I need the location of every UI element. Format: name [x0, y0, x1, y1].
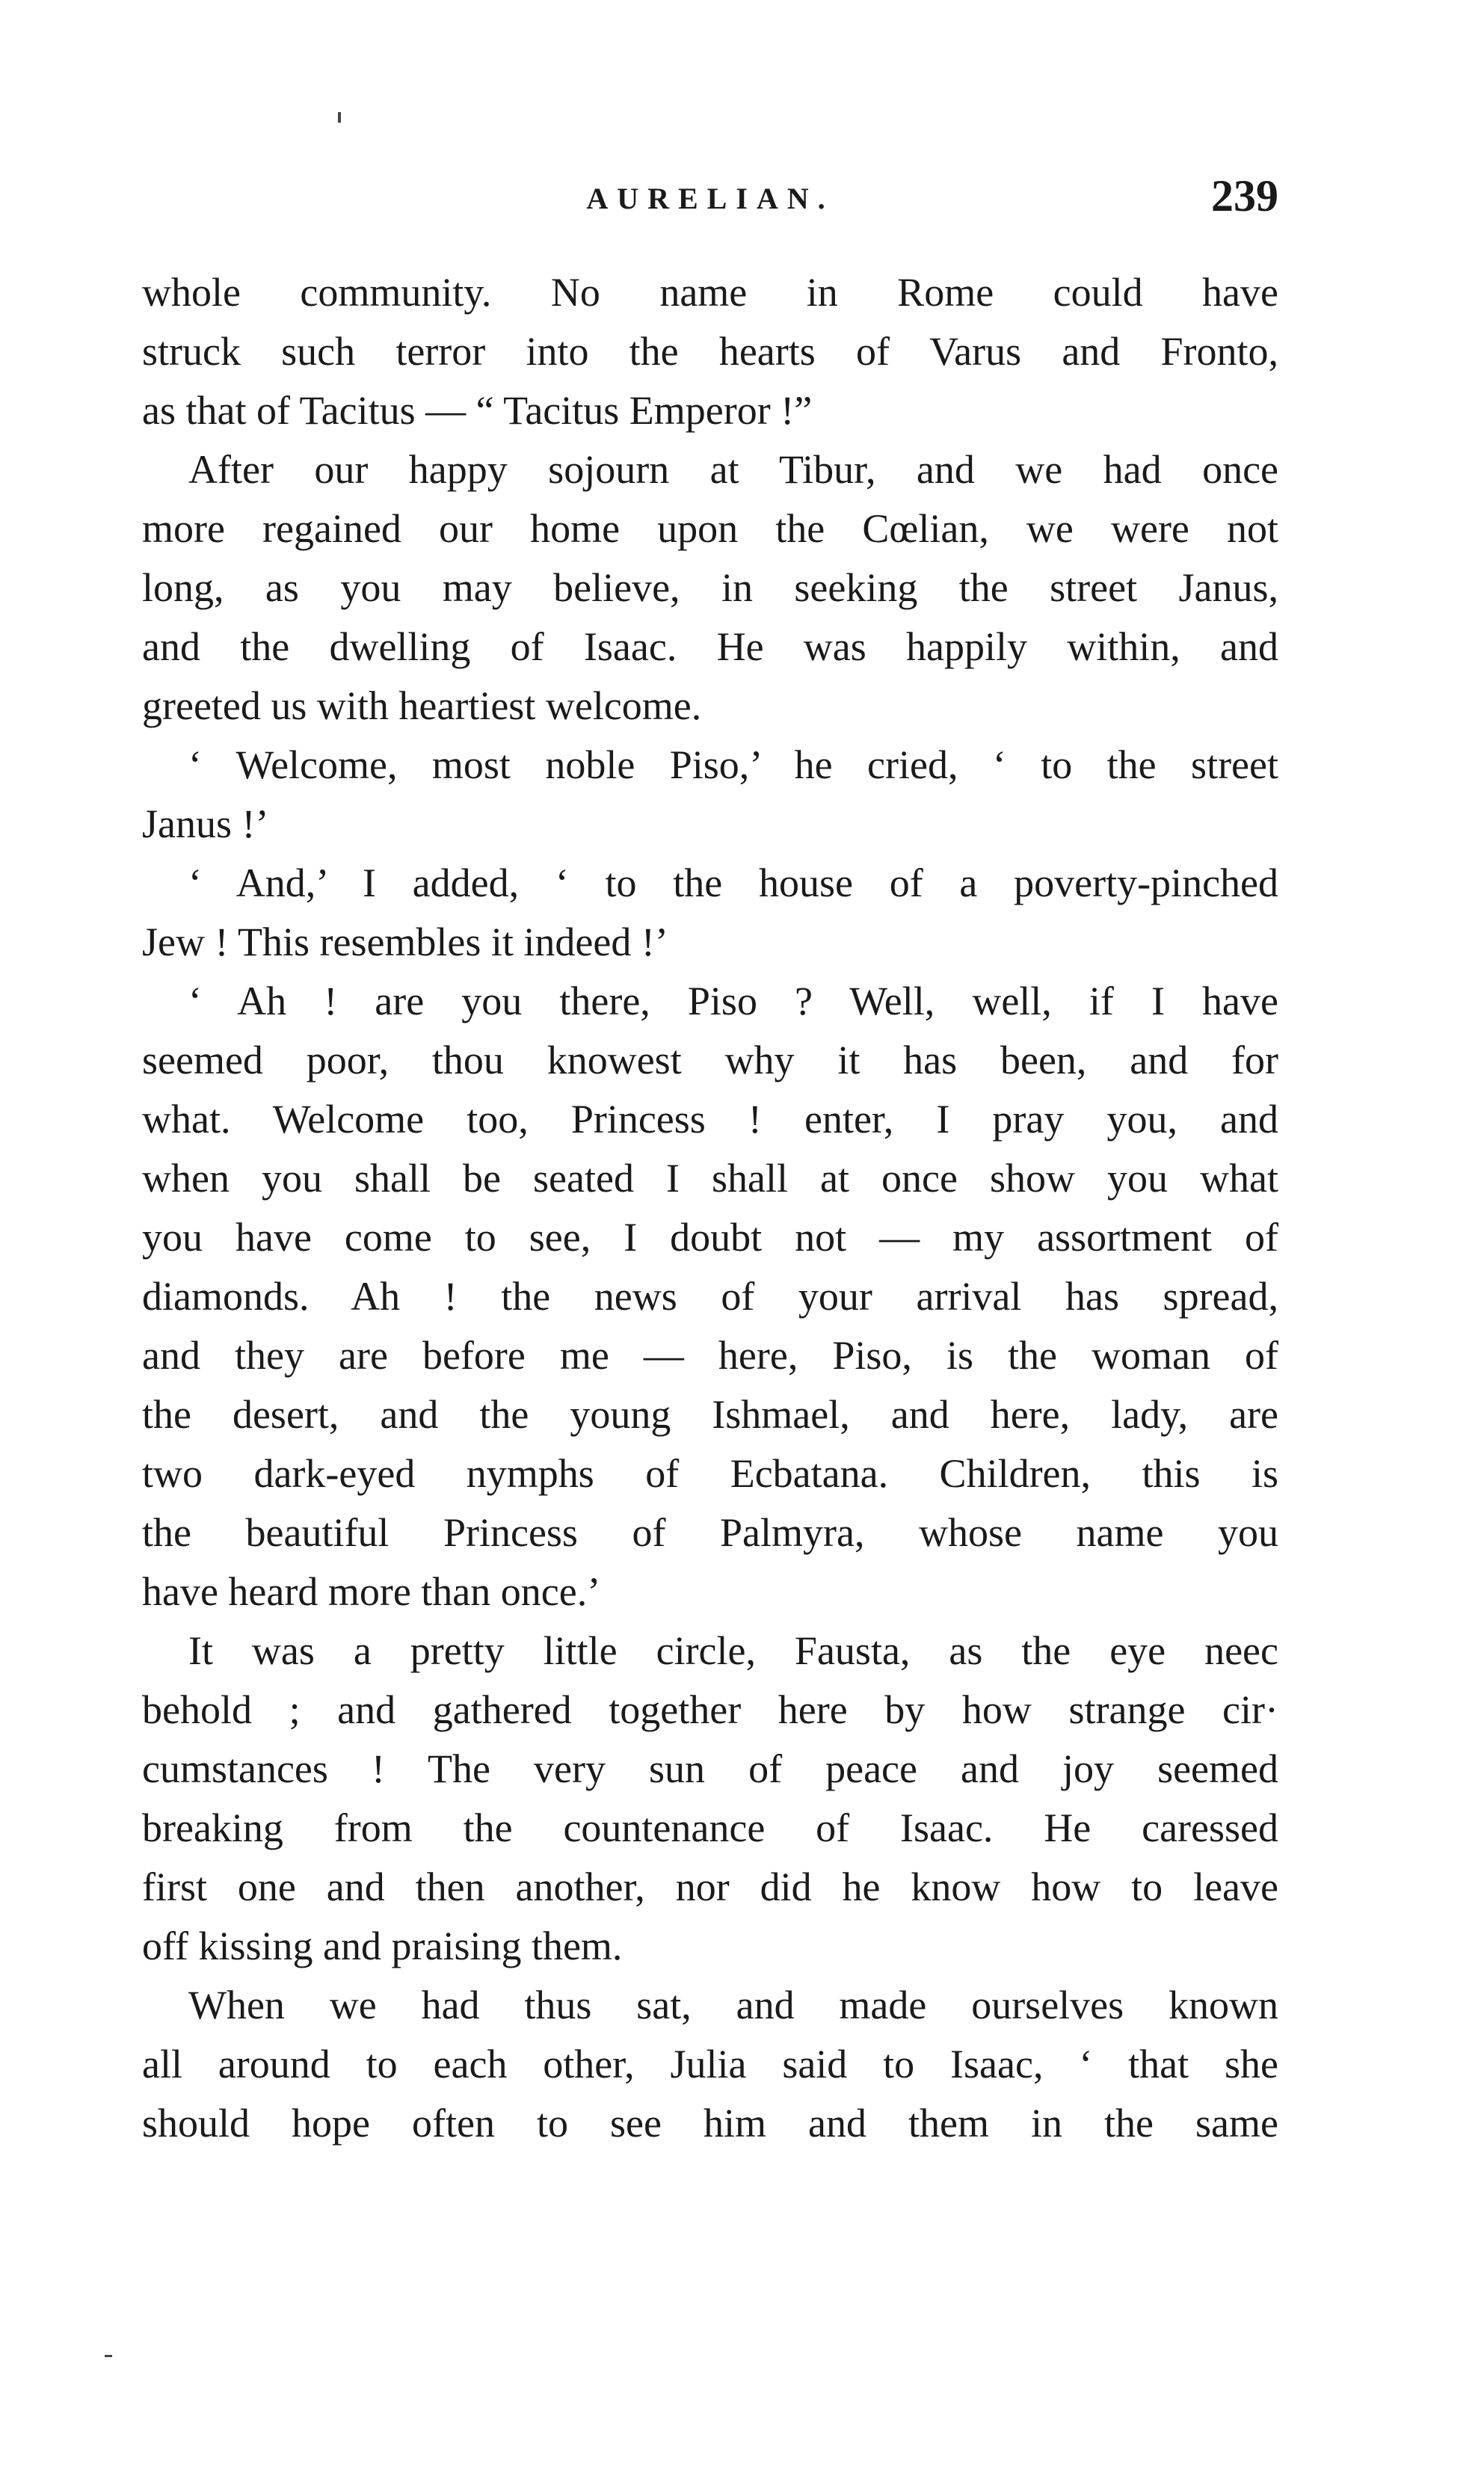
- text-line: ‘ Ah ! are you there, Piso ? Well, well, if I have: [188, 979, 1278, 1023]
- text-line: Jew ! This resembles it indeed !’: [142, 920, 668, 964]
- text-line: and they are before me — here, Piso, is the woman of: [142, 1333, 1278, 1378]
- text-line: more regained our home upon the Cœlian, we were not: [142, 506, 1278, 551]
- text-line: the beautiful Princess of Palmyra, whose name you: [142, 1510, 1278, 1555]
- text-line: breaking from the countenance of Isaac. He caressed: [142, 1805, 1278, 1850]
- text-line: two dark-eyed nymphs of Ecbatana. Children, this is: [142, 1451, 1278, 1496]
- text-line: you have come to see, I doubt not — my assortment of: [142, 1215, 1278, 1260]
- text-line: ‘ Welcome, most noble Piso,’ he cried, ‘ to the street: [188, 742, 1278, 787]
- text-line: off kissing and praising them.: [142, 1924, 623, 1968]
- text-line: when you shall be seated I shall at once show you what: [142, 1156, 1278, 1201]
- text-line: behold ; and gathered together here by how strange cir·: [142, 1687, 1278, 1732]
- ink-speck: [105, 2355, 112, 2357]
- text-line: first one and then another, nor did he know how to leave: [142, 1864, 1278, 1909]
- text-line: seemed poor, thou knowest why it has been, and for: [142, 1038, 1278, 1083]
- text-line: have heard more than once.’: [142, 1569, 601, 1614]
- text-line: diamonds. Ah ! the news of your arrival has spread,: [142, 1274, 1278, 1319]
- running-head: [142, 170, 1278, 230]
- text-line: greeted us with heartiest welcome.: [142, 683, 702, 728]
- text-line: all around to each other, Julia said to Isaac, ‘ that she: [142, 2042, 1278, 2087]
- text-line: as that of Tacitus — “ Tacitus Emperor !”: [142, 388, 813, 433]
- text-line: long, as you may believe, in seeking the street Janus,: [142, 565, 1278, 610]
- text-line: ‘ And,’ I added, ‘ to the house of a poverty-pinched: [188, 860, 1278, 905]
- text-line: the desert, and the young Ishmael, and here, lady, are: [142, 1392, 1278, 1437]
- body-text: [142, 263, 1278, 2153]
- text-line: cumstances ! The very sun of peace and joy seemed: [142, 1746, 1278, 1791]
- text-line: After our happy sojourn at Tibur, and we had once: [188, 447, 1278, 492]
- running-title: AURELIAN.: [586, 182, 834, 215]
- page-number: 239: [1211, 171, 1278, 221]
- text-line: what. Welcome too, Princess ! enter, I pray you, and: [142, 1097, 1278, 1142]
- text-line: and the dwelling of Isaac. He was happily within, and: [142, 624, 1278, 669]
- text-line: When we had thus sat, and made ourselves known: [188, 1983, 1278, 2027]
- ink-speck: [338, 112, 341, 123]
- text-line: should hope often to see him and them in the same: [142, 2101, 1278, 2146]
- text-line: whole community. No name in Rome could have: [142, 270, 1278, 315]
- text-line: struck such terror into the hearts of Varus and Fronto,: [142, 329, 1278, 374]
- text-line: Janus !’: [142, 801, 269, 846]
- text-line: It was a pretty little circle, Fausta, as the eye neec: [188, 1628, 1278, 1673]
